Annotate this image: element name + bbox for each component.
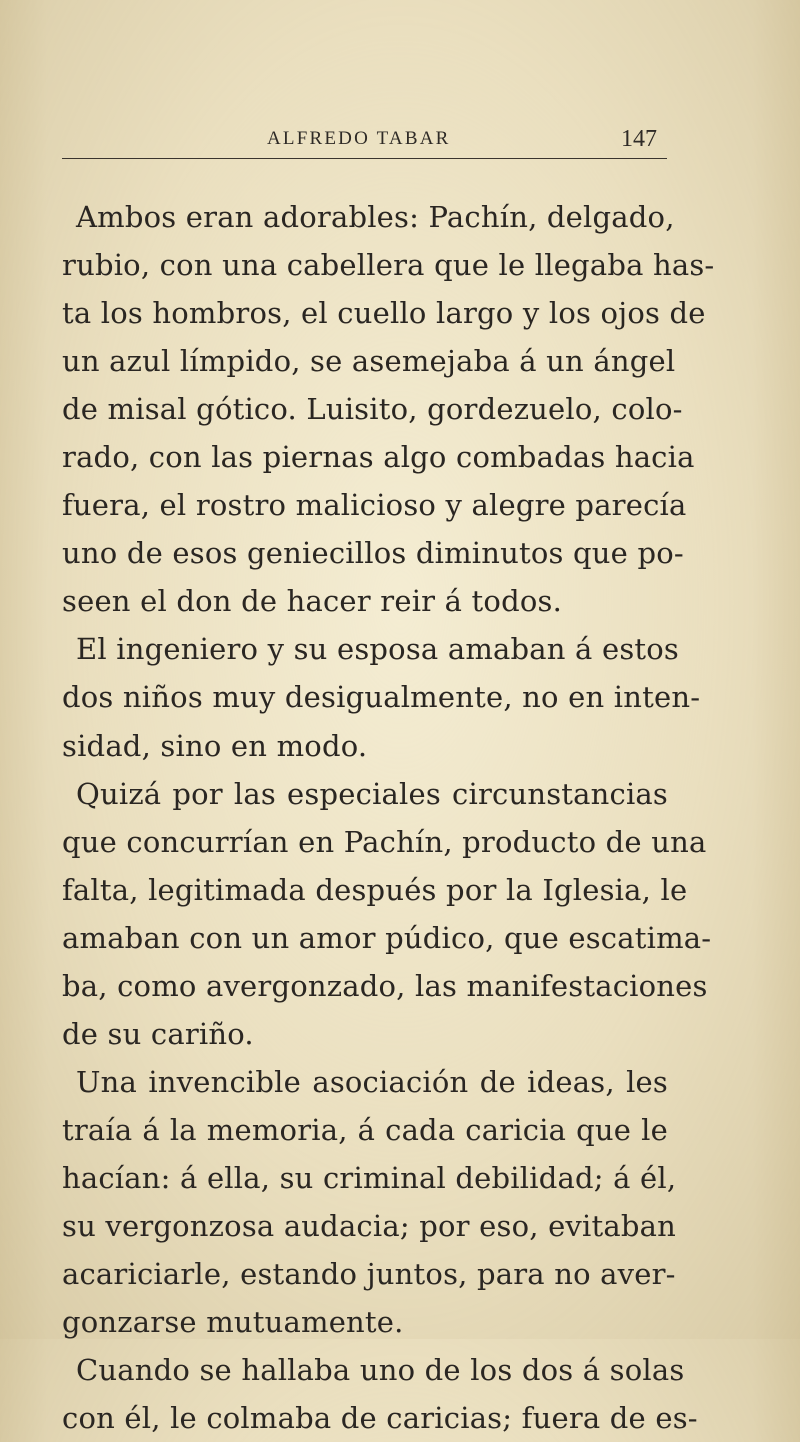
text-line: de misal gótico. Luisito, gordezuelo, colo- xyxy=(62,392,683,427)
text-line: rubio, con una cabellera que le llegaba has- xyxy=(62,248,715,283)
text-line: que concurrían en Pachín, producto de una xyxy=(62,824,707,859)
text-line: Ambos eran adorables: Pachín, delgado, xyxy=(76,200,675,234)
text-line: hacían: á ella, su criminal debilidad; á él, xyxy=(62,1160,677,1195)
text-line: rado, con las piernas algo combadas hacia xyxy=(62,440,695,475)
text-line: traía á la memoria, á cada caricia que le xyxy=(62,1112,668,1147)
text-line: con él, le colmaba de caricias; fuera de es- xyxy=(62,1401,698,1436)
running-title: ALFREDO TABAR xyxy=(267,128,451,149)
text-line: El ingeniero y su esposa amaban á estos xyxy=(76,632,680,667)
text-line: sidad, sino en modo. xyxy=(62,728,368,763)
text-line: amaban con un amor púdico, que escatima- xyxy=(62,920,712,955)
header-rule xyxy=(62,158,667,159)
text-line: falta, legitimada después por la Iglesia, le xyxy=(62,872,688,907)
text-line: un azul límpido, se asemejaba á un ángel xyxy=(62,344,676,379)
text-line: de su cariño. xyxy=(62,1016,254,1051)
text-line: ba, como avergonzado, las manifestaciones xyxy=(62,968,708,1003)
body-text xyxy=(62,193,715,1442)
text-line: Quizá por las especiales circunstancias xyxy=(76,776,668,811)
text-line: Cuando se hallaba uno de los dos á solas xyxy=(76,1353,685,1388)
page-number: 147 xyxy=(621,126,657,152)
text-line: ta los hombros, el cuello largo y los ojos de xyxy=(62,296,706,331)
text-line: acariciarle, estando juntos, para no aver- xyxy=(62,1257,676,1292)
running-header xyxy=(62,128,667,158)
text-line: su vergonzosa audacia; por eso, evitaban xyxy=(62,1208,676,1243)
text-line: gonzarse mutuamente. xyxy=(62,1305,404,1340)
text-line: uno de esos geniecillos diminutos que po- xyxy=(62,536,684,571)
text-line: fuera, el rostro malicioso y alegre parecía xyxy=(62,488,687,523)
text-line: dos niños muy desigualmente, no en inten- xyxy=(62,680,701,715)
text-line: seen el don de hacer reir á todos. xyxy=(62,584,562,619)
text-line: Una invencible asociación de ideas, les xyxy=(76,1064,668,1099)
